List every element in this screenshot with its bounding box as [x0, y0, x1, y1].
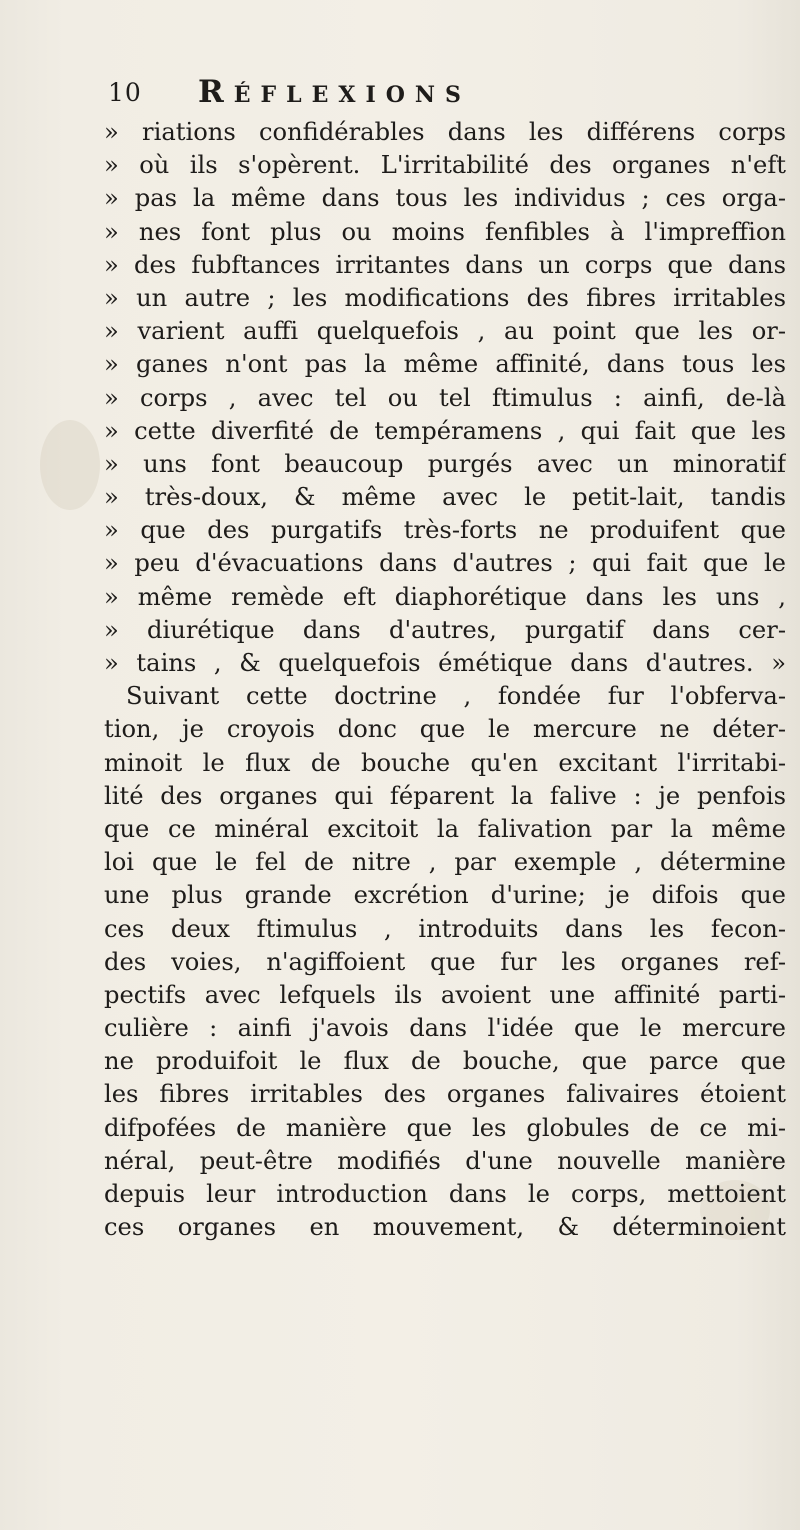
text-line: » tains , & quelquefois émétique dans d'autres. » — [104, 649, 786, 677]
text-line: tion, je croyois donc que le mercure ne déter- — [104, 715, 786, 744]
text-line: » des fubftances irritantes dans un corps que dans — [104, 250, 786, 279]
text-line: » riations confidérables dans les différens corps — [104, 118, 786, 146]
text-line: » varient auffi quelquefois , au point que les or- — [104, 317, 786, 346]
text-line: » un autre ; les modifications des fibres irritables — [104, 283, 786, 312]
text-line: des voies, n'agiffoient que fur les organes ref- — [104, 947, 786, 976]
text-line: ces organes en mouvement, & déterminoient — [104, 1213, 786, 1242]
body-text — [104, 116, 794, 1244]
text-line: minoit le flux de bouche qu'en excitant l'irritabi- — [104, 748, 786, 777]
text-line: » nes font plus ou moins fenfibles à l'impreffion — [104, 217, 786, 246]
text-line: » uns font beaucoup purgés avec un minoratif — [104, 449, 786, 478]
text-line: » cette diverfité de tempéramens , qui fait que les — [104, 416, 786, 445]
paragraph-start-line: Suivant cette doctrine , fondée fur l'obferva- — [126, 682, 786, 711]
text-line: ne produifoit le flux de bouche, que parce que — [104, 1047, 786, 1076]
text-line: » corps , avec tel ou tel ftimulus : ainfi, de-là — [104, 383, 786, 412]
text-line: culière : ainfi j'avois dans l'idée que le mercure — [104, 1014, 786, 1043]
text-line: que ce minéral excitoit la falivation par la même — [104, 814, 786, 843]
paper-stain — [40, 420, 100, 510]
text-line: néral, peut-être modifiés d'une nouvelle manière — [104, 1146, 786, 1175]
text-line: difpofées de manière que les globules de ce mi- — [104, 1113, 786, 1142]
text-line: depuis leur introduction dans le corps, mettoient — [104, 1180, 786, 1208]
text-line: » que des purgatifs très-forts ne produifent que — [104, 516, 786, 545]
text-line: » diurétique dans d'autres, purgatif dans cer- — [104, 615, 786, 644]
text-line: les fibres irritables des organes falivaires étoient — [104, 1080, 786, 1109]
text-line: » peu d'évacuations dans d'autres ; qui fait que le — [104, 549, 786, 578]
text-line: loi que le fel de nitre , par exemple , détermine — [104, 848, 786, 877]
text-line: lité des organes qui féparent la falive : je penfois — [104, 781, 786, 810]
running-head — [108, 74, 628, 114]
text-line: pectifs avec lefquels ils avoient une affinité parti- — [104, 980, 786, 1009]
text-line: ces deux ftimulus , introduits dans les fecon- — [104, 914, 786, 943]
text-line: » très-doux, & même avec le petit-lait, tandis — [104, 483, 786, 512]
text-line: une plus grande excrétion d'urine; je difois que — [104, 881, 786, 910]
text-line: » même remède eft diaphorétique dans les uns , — [104, 582, 786, 611]
page-number: 10 — [108, 78, 142, 107]
text-line: » pas la même dans tous les individus ; ces orga- — [104, 184, 786, 213]
text-line: » où ils s'opèrent. L'irritabilité des organes n'eft — [104, 151, 786, 180]
running-title: Réflexions — [198, 74, 471, 110]
text-line: » ganes n'ont pas la même affinité, dans tous les — [104, 350, 786, 379]
